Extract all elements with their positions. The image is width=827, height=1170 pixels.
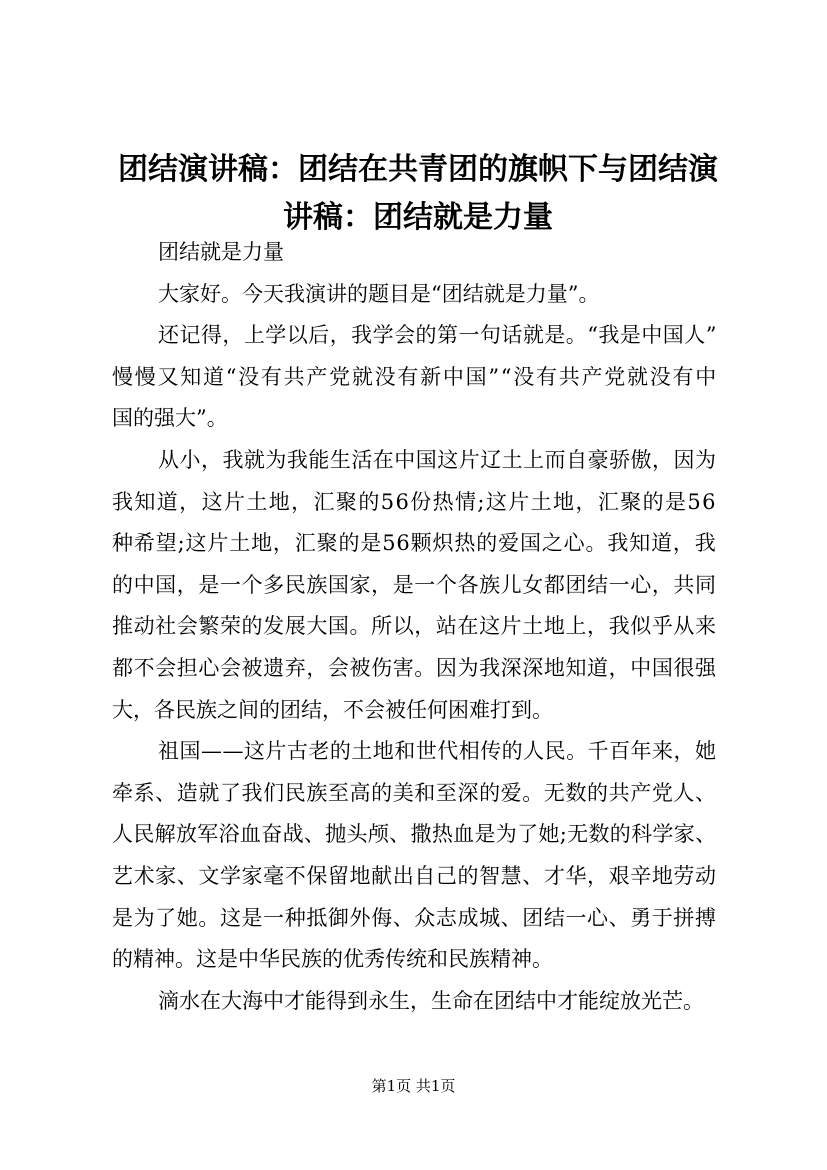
page-footer: 第1页 共1页 — [371, 1077, 456, 1095]
text-line: 艺术家、文学家毫不保留地献出自己的智慧、才华，艰辛地劳动 — [112, 864, 717, 888]
text-line: 大家好。今天我演讲的题目是“团结就是力量”。 — [158, 281, 600, 306]
text-line: 的中国，是一个多民族国家，是一个各族儿女都团结一心，共同 — [112, 572, 717, 597]
text-line: 的精神。这是中华民族的优秀传统和民族精神。 — [112, 947, 553, 972]
text-line: 团结就是力量 — [158, 240, 284, 264]
text-line: 大，各民族之间的团结，不会被任何困难打到。 — [112, 697, 553, 722]
text-line: 是为了她。这是一种抵御外侮、众志成城、团结一心、勇于拼搏 — [112, 905, 717, 930]
text-line: 从小，我就为我能生活在中国这片辽土上而自豪骄傲，因为 — [158, 448, 717, 472]
text-line: 都不会担心会被遗弃，会被伤害。因为我深深地知道，中国很强 — [112, 656, 717, 680]
text-line: 慢慢又知道“没有共产党就没有新中国”“没有共产党就没有中 — [112, 364, 718, 389]
text-line: 牵系、造就了我们民族至高的美和至深的爱。无数的共产党人、 — [112, 780, 717, 805]
text-line: 推动社会繁荣的发展大国。所以，站在这片土地上，我似乎从来 — [112, 614, 717, 639]
title-line-2: 讲稿：团结就是力量 — [283, 200, 553, 235]
text-line: 国的强大”。 — [112, 406, 228, 431]
title-line-1: 团结演讲稿：团结在共青团的旗帜下与团结演 — [118, 152, 718, 187]
text-line: 滴水在大海中才能得到永生，生命在团结中才能绽放光芒。 — [158, 988, 704, 1013]
text-line: 人民解放军浴血奋战、抛头颅、撒热血是为了她;无数的科学家、 — [112, 822, 717, 847]
text-line: 种希望;这片土地，汇聚的是56颗炽热的爱国之心。我知道，我 — [112, 531, 717, 556]
text-line: 我知道，这片土地，汇聚的56份热情;这片土地，汇聚的是56 — [112, 489, 717, 514]
document-title — [100, 146, 736, 242]
text-line: 还记得，上学以后，我学会的第一句话就是。“我是中国人” — [158, 323, 717, 348]
text-line: 祖国——这片古老的土地和世代相传的人民。千百年来，她 — [158, 739, 717, 764]
